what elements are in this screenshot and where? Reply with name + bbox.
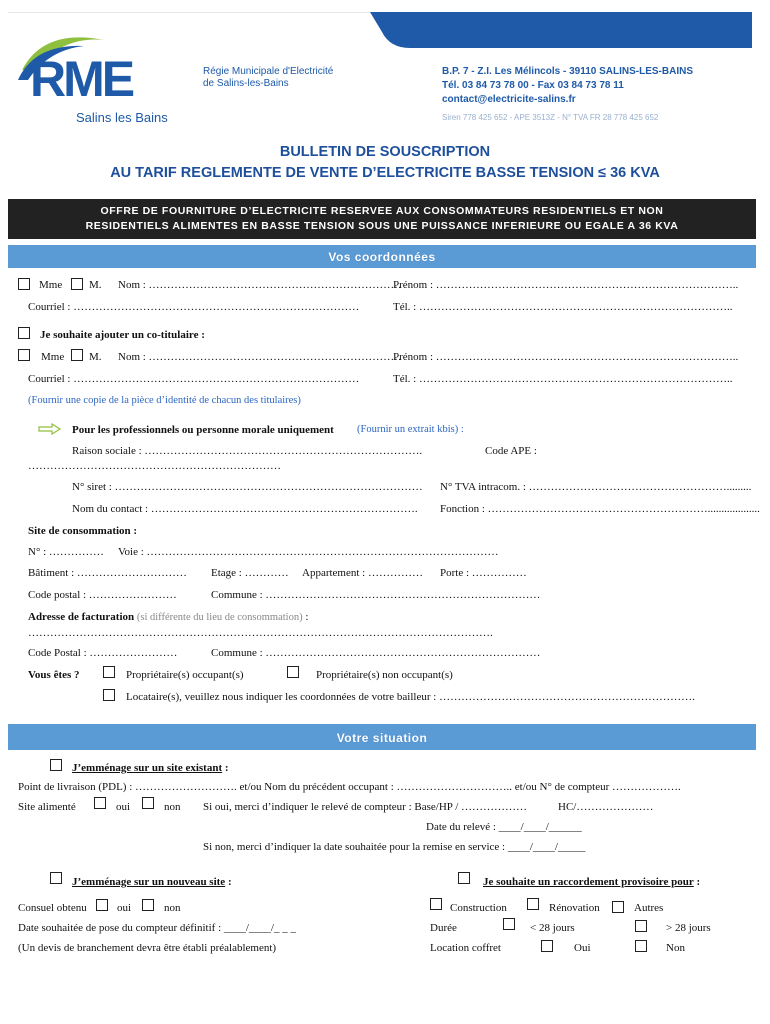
pro-label: Pour les professionnels ou personne morale uniquement	[72, 424, 334, 436]
offer-line1: OFFRE DE FOURNITURE D’ELECTRICITE RESERVEE AUX CONSOMMATEURS RESIDENTIELS ET NON	[100, 205, 664, 217]
numero-field[interactable]: N° : ……………	[28, 546, 104, 558]
existant-label: J’emménage sur un site existant	[72, 762, 223, 774]
raison-sociale-cont[interactable]: ……………………………………………………………	[28, 460, 281, 472]
logo-subtitle: Salins les Bains	[76, 110, 168, 125]
provisoire-label: Je souhaite un raccordement provisoire pour	[483, 876, 694, 888]
section-coords-title: Vos coordonnées	[328, 250, 436, 264]
consuel-non-checkbox[interactable]	[142, 899, 154, 911]
commune2-field[interactable]: Commune : …………………………………………………………………	[211, 647, 541, 659]
location-non-label: Non	[666, 942, 685, 954]
lt28-checkbox[interactable]	[503, 918, 515, 930]
construction-label: Construction	[450, 902, 507, 914]
m2-checkbox[interactable]	[71, 349, 83, 361]
provisoire-colon: :	[696, 876, 701, 888]
section-situation-bar	[8, 724, 756, 750]
section-coords-bar	[8, 245, 756, 268]
proprio-occupant-checkbox[interactable]	[103, 666, 115, 678]
site-title: Site de consommation :	[28, 525, 138, 537]
cotitulaire-label: Je souhaite ajouter un co-titulaire :	[40, 329, 205, 341]
etage-field[interactable]: Etage : …………	[211, 567, 289, 579]
tel-field[interactable]: Tél. : …………………………………………………………………………..	[393, 301, 733, 313]
site-alimente-non-label: non	[164, 801, 181, 813]
location-label: Location coffret	[430, 942, 501, 954]
m-label: M.	[89, 279, 102, 291]
duree-label: Durée	[430, 922, 457, 934]
date-remise-field[interactable]: Si non, merci d’indiquer la date souhaitée pour la remise en service : ____/____/_____	[203, 841, 586, 853]
siret-field[interactable]: N° siret : …………………………………………………………………………	[72, 481, 423, 493]
title-line1: BULLETIN DE SOUSCRIPTION	[279, 144, 491, 160]
location-oui-checkbox[interactable]	[541, 940, 553, 952]
batiment-field[interactable]: Bâtiment : …………………………	[28, 567, 187, 579]
nouveau-heading	[72, 876, 232, 888]
consuel-label: Consuel obtenu	[18, 902, 87, 914]
facturation-address-field[interactable]: ……………………………………………………………………………………………………………….	[28, 627, 493, 639]
org-legal: Siren 778 425 652 - APE 3513Z - N° TVA FR 28 778 425 652	[442, 113, 659, 122]
raison-sociale-field[interactable]: Raison sociale : ………………………………………………………………….	[72, 445, 423, 457]
autres-checkbox[interactable]	[612, 901, 624, 913]
org-address: B.P. 7 - Z.I. Les Mélincols - 39110 SALINS-LES-BAINS	[442, 66, 693, 77]
voie-field[interactable]: Voie : ……………………………………………………………………………………	[118, 546, 499, 558]
header-banner	[370, 12, 752, 50]
site-alimente-label: Site alimenté	[18, 801, 76, 813]
date-pose-field[interactable]: Date souhaitée de pose du compteur définitif : ____/____/_ _ _	[18, 922, 296, 934]
code-ape-field[interactable]: Code APE :	[485, 445, 537, 457]
identity-note: (Fournir une copie de la pièce d’identité de chacun des titulaires)	[28, 395, 301, 406]
porte-field[interactable]: Porte : ……………	[440, 567, 527, 579]
mme2-checkbox[interactable]	[18, 349, 30, 361]
lt28-label: < 28 jours	[530, 922, 575, 934]
provisoire-heading	[483, 876, 700, 888]
construction-checkbox[interactable]	[430, 898, 442, 910]
site-alimente-non-checkbox[interactable]	[142, 797, 154, 809]
locataire-checkbox[interactable]	[103, 689, 115, 701]
proprio-occupant-label: Propriétaire(s) occupant(s)	[126, 669, 244, 681]
org-name-line2: de Salins-les-Bains	[203, 78, 289, 89]
section-situation-title: Votre situation	[336, 731, 428, 745]
site-alimente-oui-checkbox[interactable]	[94, 797, 106, 809]
fonction-field[interactable]: Fonction : ……………………………………………………...................	[440, 503, 760, 515]
existant-checkbox[interactable]	[50, 759, 62, 771]
autres-label: Autres	[634, 902, 664, 914]
provisoire-checkbox[interactable]	[458, 872, 470, 884]
gt28-checkbox[interactable]	[635, 920, 647, 932]
renovation-label: Rénovation	[549, 902, 600, 914]
nouveau-checkbox[interactable]	[50, 872, 62, 884]
nom2-field[interactable]: Nom : ……………………………………………………………	[118, 351, 402, 363]
facturation-title: Adresse de facturation	[28, 611, 135, 623]
consuel-oui-checkbox[interactable]	[96, 899, 108, 911]
existant-colon: :	[224, 762, 229, 774]
consuel-non-label: non	[164, 902, 181, 914]
code-postal-field[interactable]: Code postal : ……………………	[28, 589, 177, 601]
existant-heading	[72, 762, 229, 774]
m-checkbox[interactable]	[71, 278, 83, 290]
nouveau-label: J’emménage sur un nouveau site	[72, 876, 226, 888]
offer-line2: RESIDENTIELS ALIMENTES EN BASSE TENSION SOUS UNE PUISSANCE INFERIEURE OU EGALE A 36 KVA	[85, 220, 679, 232]
pdl-field[interactable]: Point de livraison (PDL) : ………………………. et/ou Nom du précédent occupant : ………………………….. et/ou N° de compteur ……………….	[18, 781, 681, 793]
mme-checkbox[interactable]	[18, 278, 30, 290]
vous-etes-label: Vous êtes ?	[28, 669, 80, 681]
renovation-checkbox[interactable]	[527, 898, 539, 910]
m2-label: M.	[89, 351, 102, 363]
pro-note: (Fournir un extrait kbis) :	[357, 424, 464, 435]
commune-field[interactable]: Commune : …………………………………………………………………	[211, 589, 541, 601]
prenom-field[interactable]: Prénom : ………………………………………………………………………..	[393, 279, 739, 291]
header-line	[8, 12, 370, 13]
prenom2-field[interactable]: Prénom : ………………………………………………………………………..	[393, 351, 739, 363]
consuel-oui-label: oui	[117, 902, 132, 914]
location-oui-label: Oui	[574, 942, 591, 954]
proprio-non-occupant-checkbox[interactable]	[287, 666, 299, 678]
appartement-field[interactable]: Appartement : ……………	[302, 567, 423, 579]
facturation-note: (si différente du lieu de consommation)	[136, 612, 303, 623]
facturation-heading	[28, 611, 308, 623]
code-postal2-field[interactable]: Code Postal : ……………………	[28, 647, 178, 659]
logo-text: RME	[30, 51, 133, 107]
nom-field[interactable]: Nom : ……………………………………………………………	[118, 279, 402, 291]
facturation-colon: :	[305, 611, 309, 623]
contact-field[interactable]: Nom du contact : ……………………………………………………………….	[72, 503, 418, 515]
org-name-line1: Régie Municipale d'Electricité	[203, 66, 334, 77]
title-line2: AU TARIF REGLEMENTE DE VENTE D’ELECTRICITE BASSE TENSION ≤ 36 KVA	[110, 165, 660, 181]
tva-field[interactable]: N° TVA intracom. : ……………………………………………….........	[440, 481, 752, 493]
tel2-field[interactable]: Tél. : …………………………………………………………………………..	[393, 373, 733, 385]
location-non-checkbox[interactable]	[635, 940, 647, 952]
locataire-field[interactable]: Locataire(s), veuillez nous indiquer les coordonnées de votre bailleur : …………………………………………………………….	[126, 691, 695, 703]
org-phone: Tél. 03 84 73 78 00 - Fax 03 84 73 78 11	[442, 80, 624, 91]
org-email[interactable]: contact@electricite-salins.fr	[442, 94, 576, 105]
gt28-label: > 28 jours	[666, 922, 711, 934]
offer-box	[8, 199, 756, 239]
nouveau-colon: :	[227, 876, 232, 888]
arrow-right-icon	[38, 423, 62, 435]
site-alimente-oui-label: oui	[116, 801, 131, 813]
mme-label: Mme	[39, 279, 63, 291]
proprio-non-occupant-label: Propriétaire(s) non occupant(s)	[316, 669, 453, 681]
date-releve-field[interactable]: Date du relevé : ____/____/______	[426, 821, 582, 833]
courriel2-field[interactable]: Courriel : ……………………………………………………………………	[28, 373, 360, 385]
mme2-label: Mme	[41, 351, 65, 363]
devis-note: (Un devis de branchement devra être établi préalablement)	[18, 942, 277, 954]
courriel-field[interactable]: Courriel : ……………………………………………………………………	[28, 301, 360, 313]
hc-field[interactable]: HC/…………………	[558, 801, 654, 813]
releve-field[interactable]: Si oui, merci d’indiquer le relevé de compteur : Base/HP / ………………	[203, 801, 528, 813]
cotitulaire-checkbox[interactable]	[18, 327, 30, 339]
